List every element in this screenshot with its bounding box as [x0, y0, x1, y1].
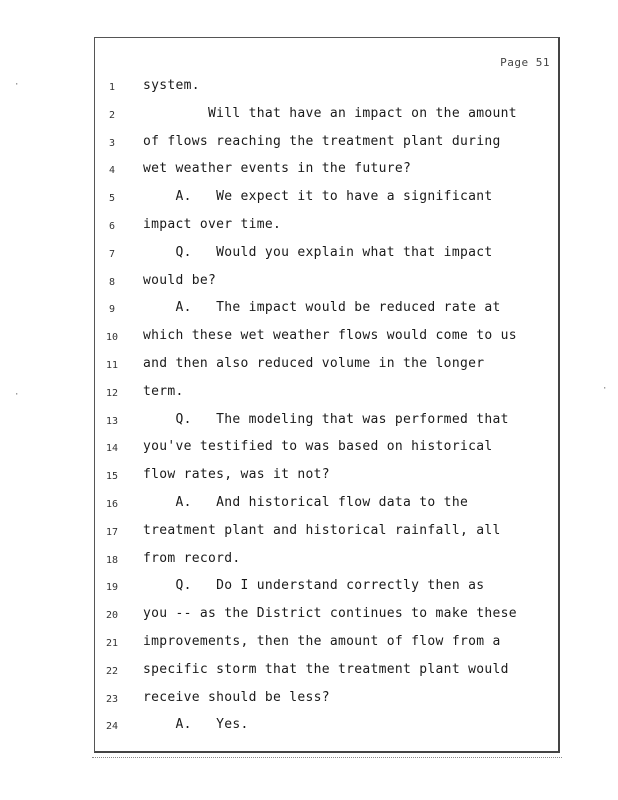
- transcript-line: [95, 634, 561, 656]
- line-text: impact over time.: [143, 217, 282, 232]
- line-text: treatment plant and historical rainfall, all: [143, 522, 501, 538]
- transcript-line: [95, 384, 561, 406]
- transcript-line: [95, 578, 561, 600]
- line-text: term.: [143, 383, 184, 399]
- line-number: 14: [105, 443, 119, 455]
- line-number: 17: [105, 526, 119, 538]
- transcript-line: [95, 495, 561, 517]
- line-text: would be?: [143, 272, 217, 288]
- line-number: 15: [105, 471, 119, 483]
- line-text: system.: [143, 78, 200, 93]
- transcript-line: [95, 467, 561, 489]
- line-text: flow rates, was it not?: [143, 467, 330, 483]
- transcript-line: [95, 161, 561, 183]
- line-text: Q. Would you explain what that impact: [143, 244, 493, 260]
- transcript-line: [95, 328, 561, 350]
- transcript-line: [95, 690, 561, 712]
- page-number: Page 51: [500, 56, 550, 69]
- line-text: you -- as the District continues to make these: [143, 606, 517, 622]
- line-text: A. And historical flow data to the: [143, 495, 469, 510]
- transcript-line: [95, 356, 561, 378]
- line-text: Q. The modeling that was performed that: [143, 411, 509, 427]
- line-text: and then also reduced volume in the longer: [143, 356, 485, 371]
- transcript-line: [95, 106, 561, 128]
- line-number: 21: [105, 638, 119, 649]
- line-text: receive should be less?: [143, 689, 330, 705]
- line-text: A. We expect it to have a significant: [143, 189, 493, 205]
- transcript-line: [95, 273, 561, 295]
- line-text: wet weather events in the future?: [143, 161, 412, 177]
- line-number: 3: [108, 137, 116, 149]
- line-number: 9: [108, 304, 116, 316]
- transcript-line: [95, 439, 561, 461]
- line-text: A. Yes.: [143, 717, 249, 733]
- line-text: of flows reaching the treatment plant during: [143, 133, 501, 149]
- line-number: 10: [105, 332, 119, 344]
- margin-mark: ·: [602, 384, 608, 394]
- transcript-line: [95, 606, 561, 628]
- transcript-line: [95, 217, 561, 239]
- line-text: improvements, then the amount of flow from a: [143, 634, 501, 649]
- line-number: 23: [105, 693, 119, 705]
- margin-mark: ·: [14, 80, 20, 90]
- transcript-page: [94, 37, 560, 753]
- transcript-line: [95, 78, 561, 100]
- line-number: 24: [105, 721, 119, 733]
- transcript-line: [95, 245, 561, 267]
- footer-rule: [92, 757, 562, 758]
- line-number: 1: [108, 82, 116, 93]
- transcript-line: [95, 551, 561, 573]
- line-number: 4: [108, 165, 116, 177]
- transcript-line: [95, 717, 561, 739]
- line-number: 16: [105, 499, 119, 510]
- line-number: 5: [108, 193, 116, 205]
- line-text: Will that have an impact on the amount: [143, 105, 517, 121]
- line-text: you've testified to was based on historical: [143, 439, 493, 455]
- line-number: 7: [108, 248, 116, 260]
- line-number: 22: [105, 665, 119, 677]
- line-text: Q. Do I understand correctly then as: [143, 578, 485, 594]
- line-text: from record.: [143, 550, 241, 566]
- line-number: 2: [108, 109, 116, 121]
- line-text: specific storm that the treatment plant would: [143, 661, 509, 677]
- transcript-line: [95, 412, 561, 434]
- line-number: 6: [108, 221, 116, 232]
- transcript-line: [95, 189, 561, 211]
- line-number: 19: [105, 582, 119, 594]
- transcript-line: [95, 300, 561, 322]
- transcript-line: [95, 134, 561, 156]
- transcript-line: [95, 523, 561, 545]
- margin-mark: ·: [14, 390, 20, 400]
- line-number: 8: [108, 276, 116, 288]
- line-number: 12: [105, 387, 119, 399]
- transcript-line: [95, 662, 561, 684]
- line-number: 20: [105, 610, 119, 622]
- line-text: A. The impact would be reduced rate at: [143, 300, 501, 316]
- line-number: 11: [105, 360, 119, 371]
- line-text: which these wet weather flows would come to us: [143, 328, 517, 344]
- line-number: 13: [105, 415, 119, 427]
- line-number: 18: [105, 554, 119, 566]
